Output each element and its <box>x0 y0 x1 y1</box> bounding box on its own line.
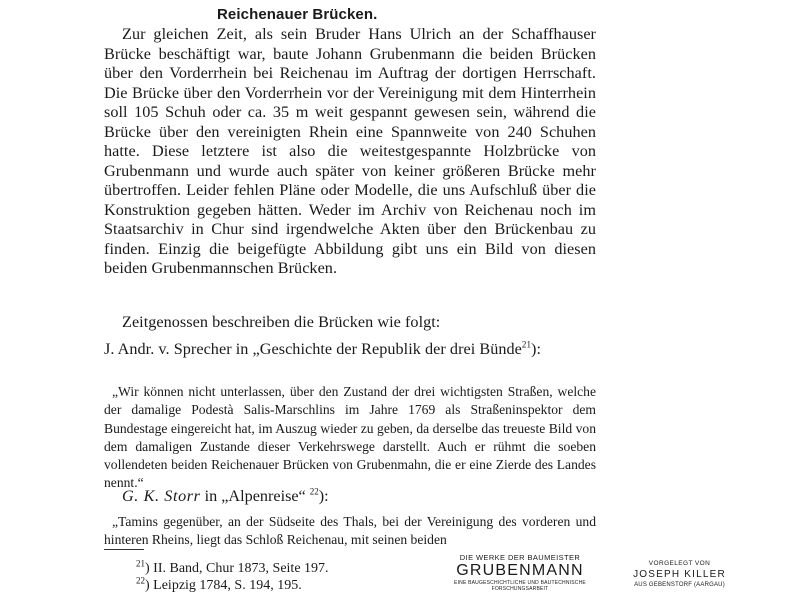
footnote-ref-21: 21 <box>521 339 532 350</box>
citation-storr <box>122 487 329 507</box>
footnote-21-num: 21 <box>136 558 145 569</box>
footnote-22-num: 22 <box>136 575 145 586</box>
presenter-line-3: AUS GEBENSTORF (AARGAU) <box>634 582 725 588</box>
citation-storr-mid: in „Alpenreise“ <box>200 487 310 505</box>
body-paragraph-1: Zur gleichen Zeit, als sein Bruder Hans Ulrich an der Schaffhauser Brücke beschäftigt war, baute Johann Grubenmann die beiden Brücken über den Vorderrhein bei Reichenau im Auftrag der dortigen Herrschaft. Die Brücke über den Vorderrhein vor der Vereinigung mit dem Hinterrhein soll 105 Schuh oder ca. 35 m weit gespannt gewesen sein, während die Brücke über den vereinigten Rhein eine Spannweite von 240 Schuhen hatte. Diese letztere ist also die weitestgespannte Holzbrücke von Grubenmann und wurde auch später von keiner größeren Brücke mehr übertroffen. Leider fehlen Pläne oder Modelle, die uns Aufschluß über die Konstruktion gegeben hätten. Weder im Archiv von Reichenau noch im Staatsarchiv in Chur sind irgendwelche Akten über den Brückenbau zu finden. Einzig die beigefügte Abbildung gibt uns ein Bild von diesen beiden Grubenmannschen Brücken. <box>104 25 596 277</box>
series-title: GRUBENMANN <box>456 562 584 579</box>
series-line-1: DIE WERKE DER BAUMEISTER <box>459 553 581 562</box>
quote-storr: „Tamins gegenüber, an der Südseite des Thals, bei der Vereinigung des vorderen und hinteren Rheins, liegt das Schloß Reichenau, mit seinen beiden <box>104 514 596 548</box>
series-line-3: EINE BAUGESCHICHTLICHE UND BAUTECHNISCHE <box>454 580 586 586</box>
citation-sprecher-text: J. Andr. v. Sprecher in „Geschichte der Republik der drei Bünde <box>104 340 522 358</box>
footnote-rule <box>104 549 144 550</box>
footnote-21 <box>136 558 329 577</box>
presenter-name: JOSEPH KILLER <box>633 569 726 580</box>
presenter-line-1: VORGELEGT VON <box>648 560 711 567</box>
citation-storr-tail: ): <box>318 487 329 505</box>
series-line-4: FORSCHUNGSARBEIT <box>491 586 549 592</box>
footnote-ref-22: 22 <box>309 486 319 497</box>
section-heading: Reichenauer Brücken. <box>217 6 378 23</box>
presenter-imprint <box>612 559 747 589</box>
citation-sprecher <box>104 340 596 360</box>
body-paragraph-2: Zeitgenossen beschreiben die Brücken wie folgt: <box>122 313 441 331</box>
footnote-22 <box>136 575 302 594</box>
citation-storr-author: G. K. Storr <box>122 487 201 505</box>
series-imprint <box>440 553 600 592</box>
quote-sprecher: „Wir können nicht unterlassen, über den Zustand der drei wichtigsten Straßen, welche der damalige Podestà Salis-Marschlins im Jahre 1769 als Straßeninspektor dem Bundestage eingereicht hat, im Auszug wieder zu geben, da derselbe das treueste Bild von dem damaligen Zustande dieser Verkehrswege darstellt. Auch er rühmt die soeben vollendeten beiden Reichenauer Brücken von Grubenmahn, die er eine Zierde des Landes nennt.“ <box>104 384 596 491</box>
footnote-21-text: ) II. Band, Chur 1873, Seite 197. <box>145 561 329 576</box>
footnote-22-text: ) Leipzig 1784, S. 194, 195. <box>145 578 302 593</box>
citation-sprecher-tail: ): <box>531 340 542 358</box>
